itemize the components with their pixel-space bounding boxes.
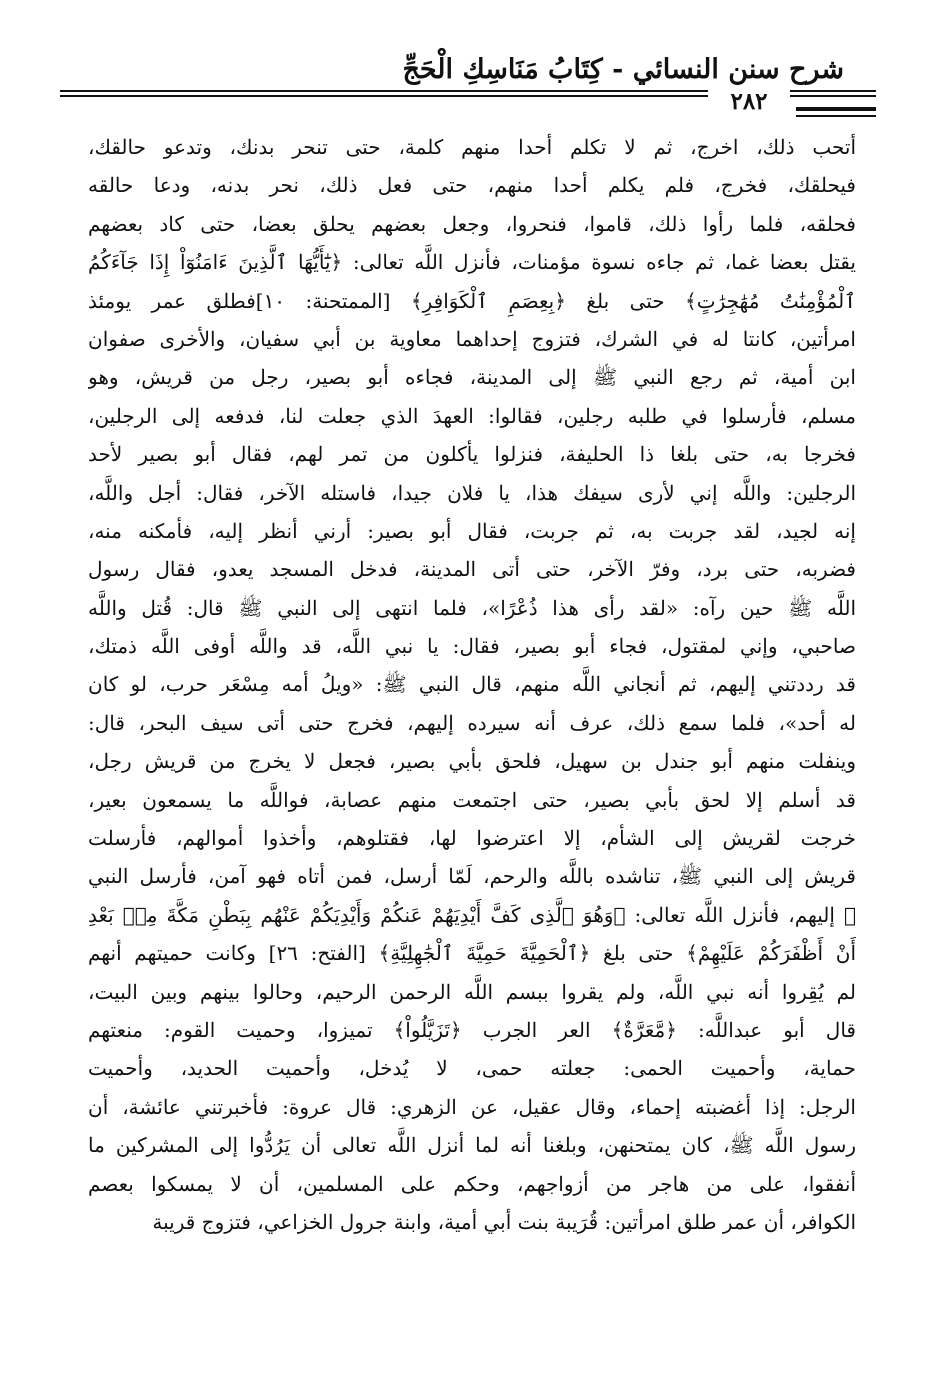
page-number: ٢٨٢ xyxy=(708,89,790,115)
text-line: ﷺ إليهم، فأنزل اللَّه تعالى: ﴿وَهُوَ ٱلَّذِى كَفَّ أَيْدِيَهُمْ عَنكُمْ وَأَيْدِيَكُمْ عَنْهُم بِبَطْنِ مَكَّةَ مِنۢ بَعْدِ xyxy=(88,902,856,927)
text-line: إنه لجيد، لقد جربت به، ثم جربت، فقال أبو بصير: أرني أنظر إليه، فأمكنه منه، xyxy=(88,518,856,543)
text-line: صاحبي، وإني لمقتول، فجاء أبو بصير، فقال: يا نبي اللَّه، قد واللَّه أوفى اللَّه ذمتك، xyxy=(88,634,856,659)
text-line: الكوافر، أن عمر طلق امرأتين: قُرَيبة بنت أبي أمية، وابنة جرول الخزاعي، فتزوج قريبة xyxy=(152,1209,856,1234)
text-line: أتحب ذلك، اخرج، ثم لا تكلم أحدا منهم كلمة، حتى تنحر بدنك، وتدعو حالقك، xyxy=(88,135,856,159)
text-line: وينفلت منهم أبو جندل بن سهيل، فلحق بأبي بصير، فجعل لا يخرج من قريش رجل، xyxy=(88,749,856,774)
text-line: أنفقوا، على من هاجر من أزواجهم، وحكم على المسلمين، أن لا يمسكوا بعصم xyxy=(88,1171,856,1196)
text-line: قريش إلى النبي ﷺ، تناشده باللَّه والرحم، لَمّا أرسل، فمن أتاه فهو آمن، فأرسل النبي xyxy=(88,864,856,889)
text-line: يقتل بعضا غما، ثم جاءه نسوة مؤمنات، فأنزل اللَّه تعالى: ﴿يَٰٓأَيُّهَا ٱلَّذِينَ ءَامَنُوٓاْ إِذَا جَآءَكُمُ xyxy=(88,250,856,275)
text-line: له أحد»، فلما سمع ذلك، عرف أنه سيرده إليهم، فخرج حتى أتى سيف البحر، قال: xyxy=(88,710,856,735)
text-line: فيحلقك، فخرج، فلم يكلم أحدا منهم، حتى فعل ذلك، نحر بدنه، ودعا حالقه xyxy=(88,173,856,198)
text-line: اللَّه ﷺ حين رآه: «لقد رأى هذا ذُعْرًا»، فلما انتهى إلى النبي ﷺ قال: قُتل واللَّه xyxy=(88,595,856,620)
text-line: ابن أمية، ثم رجع النبي ﷺ إلى المدينة، فجاءه أبو بصير، رجل من قريش، وهو xyxy=(88,365,856,390)
text-line: الرجلين: واللَّه إني لأرى سيفك هذا، يا فلان جيدا، فاستله الآخر، فقال: أجل واللَّه، xyxy=(88,480,856,505)
text-line: فضربه، حتى برد، وفرّ الآخر، حتى أتى المدينة، فدخل المسجد يعدو، فقال رسول xyxy=(88,557,856,582)
header-rule xyxy=(796,107,876,111)
body-text xyxy=(88,128,856,1241)
header-rule xyxy=(796,115,876,117)
text-line: أَنْ أَظْفَرَكُمْ عَلَيْهِمْ﴾ حتى بلغ ﴿ٱلْحَمِيَّةَ حَمِيَّةَ ٱلْجَٰهِلِيَّةِ﴾ [الفتح: ٢٦] وكانت حميتهم أنهم xyxy=(88,941,856,966)
text-line: حماية، وأحميت الحمى: جعلته حمى، لا يُدخل، وأحميت الحديد، وأحميت xyxy=(88,1056,856,1081)
text-line: امرأتين، كانتا له في الشرك، فتزوج إحداهما معاوية بن أبي سفيان، والأخرى صفوان xyxy=(88,326,856,351)
text-line: فخرجا به، حتى بلغا ذا الحليفة، فنزلوا يأكلون من تمر لهم، فقال أبو بصير لأحد xyxy=(88,442,856,467)
text-line: قال أبو عبداللَّه: ﴿مَّعَرَّةٌ﴾ العر الجرب ﴿تَزَيَّلُواْ﴾ تميزوا، وحميت القوم: منعتهم xyxy=(88,1017,856,1042)
text-line: خرجت لقريش إلى الشأم، إلا اعترضوا لها، فقتلوهم، وأخذوا أموالهم، فأرسلت xyxy=(88,826,856,851)
text-line: الرجل: إذا أغضبته إحماء، وقال عقيل، عن الزهري: قال عروة: فأخبرتني عائشة، أن xyxy=(88,1094,856,1119)
text-line: مسلم، فأرسلوا في طلبه رجلين، فقالوا: العهدَ الذي جعلت لنا، فدفعه إلى الرجلين، xyxy=(88,403,856,428)
book-title: شرح سنن النسائي - كِتَابُ مَنَاسِكِ الْحَجِّ xyxy=(402,54,844,85)
text-line: قد رددتني إليهم، ثم أنجاني اللَّه منهم، قال النبي ﷺ: «ويلُ أمه مِسْعَر حرب، لو كان xyxy=(88,672,856,697)
text-line: قد أسلم إلا لحق بأبي بصير، حتى اجتمعت منهم عصابة، فواللَّه ما يسمعون بعير، xyxy=(88,787,856,812)
text-line: لم يُقِروا أنه نبي اللَّه، ولم يقروا ببسم اللَّه الرحمن الرحيم، وحالوا بينهم وبين البيت، xyxy=(88,979,856,1004)
text-line: رسول اللَّه ﷺ، كان يمتحنهن، وبلغنا أنه لما أنزل اللَّه تعالى أن يَرُدُّوا إلى المشركين ما xyxy=(88,1133,856,1158)
text-line: فحلقه، فلما رأوا ذلك، قاموا، فنحروا، وجعل بعضهم يحلق بعضا، حتى كاد بعضهم xyxy=(88,211,856,236)
text-line: ٱلْمُؤْمِنَٰتُ مُهَٰجِرَٰتٍ﴾ حتى بلغ ﴿بِعِصَمِ ٱلْكَوَافِرِ﴾ [الممتحنة: ١٠]فطلق عمر يومئذ xyxy=(88,288,856,313)
